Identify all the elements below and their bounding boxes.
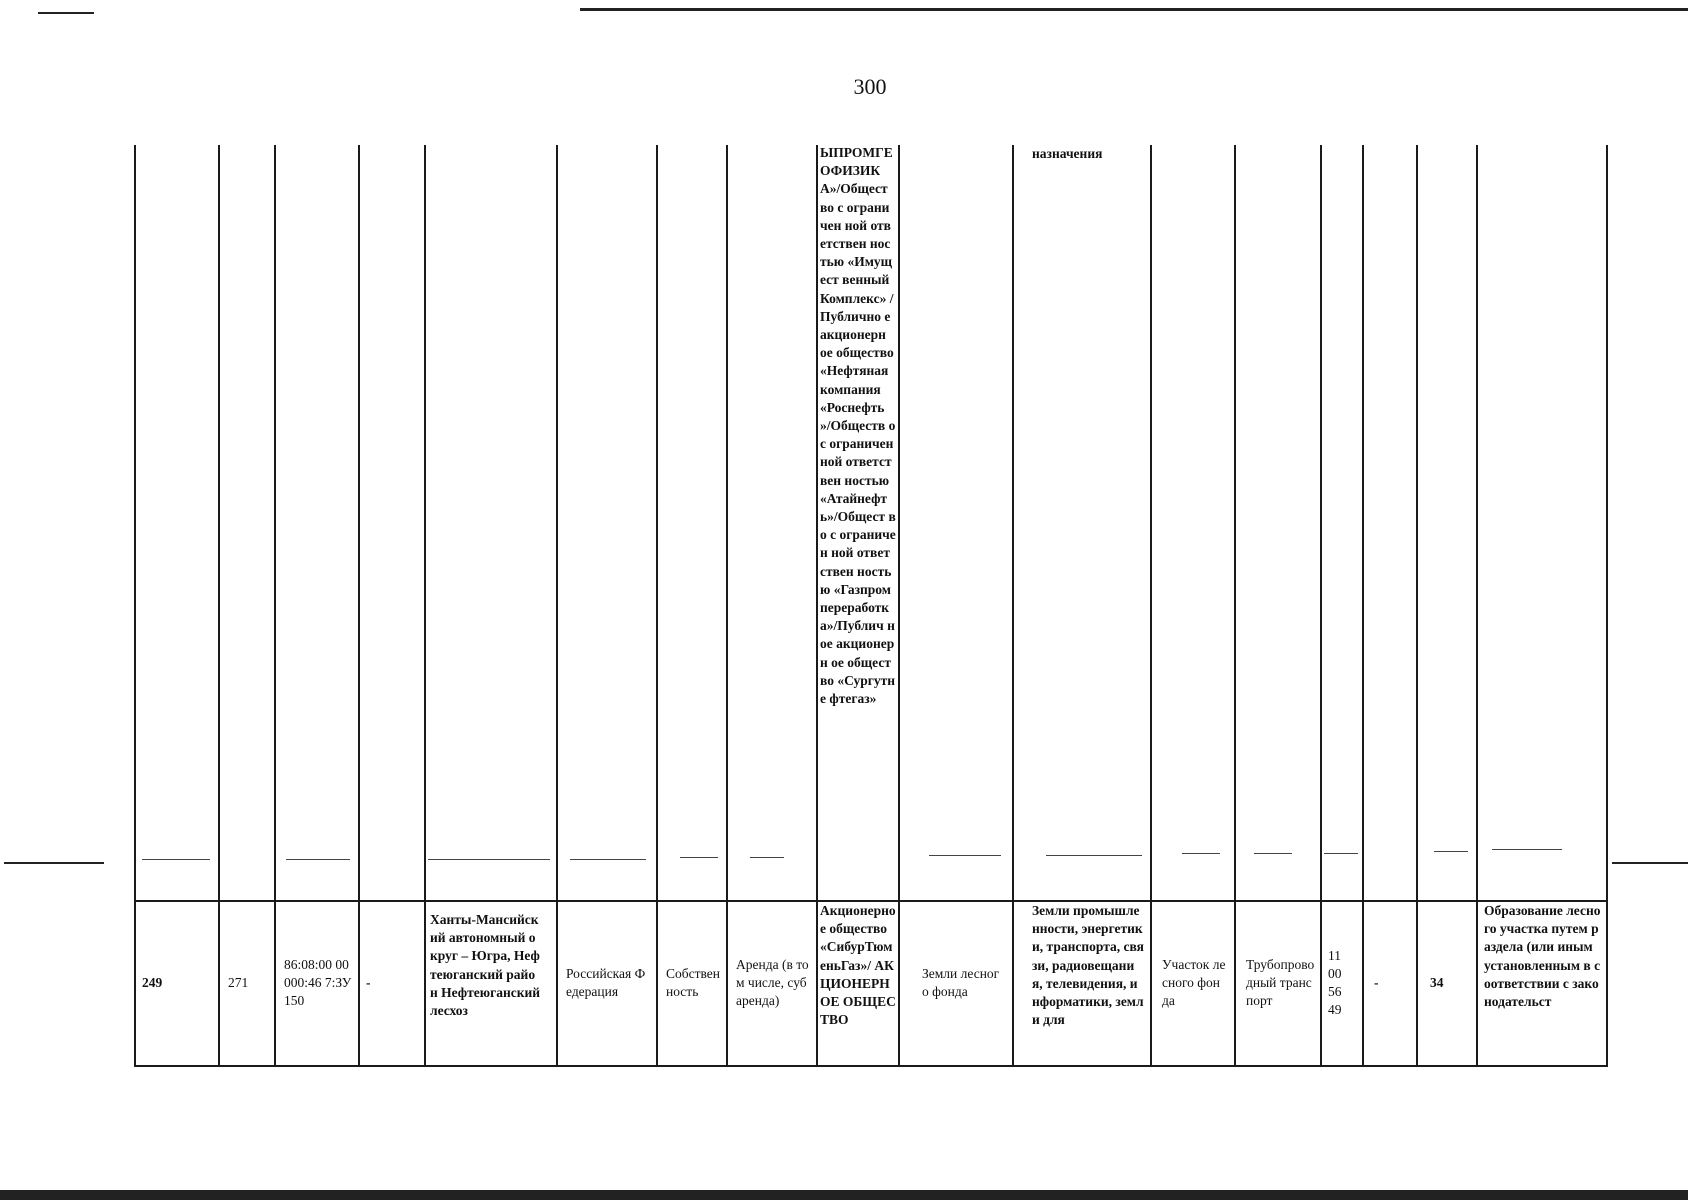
scan-right-mark <box>1612 862 1688 864</box>
col-line <box>1606 145 1608 1067</box>
empty-dash-2: - <box>1374 974 1379 990</box>
col-line <box>1150 145 1152 1067</box>
cell-underline <box>1324 853 1358 854</box>
cell-underline <box>750 857 784 858</box>
col-line <box>1234 145 1236 1067</box>
col-line <box>274 145 276 1067</box>
col-line <box>134 145 136 1067</box>
cadastral-number: 86:08:00 00000:46 7:ЗУ150 <box>284 956 352 1009</box>
col-line <box>816 145 818 1067</box>
col-line <box>1476 145 1478 1067</box>
encumbrance-type: Аренда (в том числе, субаренда) <box>736 956 809 1009</box>
empty-dash: - <box>366 974 371 990</box>
scan-top-left-line <box>38 12 94 14</box>
right-type: Собственность <box>666 965 721 999</box>
object-type: Участок лесного фонда <box>1162 956 1226 1009</box>
cell-underline <box>1254 853 1292 854</box>
col-line <box>218 145 220 1067</box>
category-continuation-text: назначения <box>1032 146 1103 161</box>
code-digits: 11 00 56 49 <box>1328 947 1342 1018</box>
row-number: 249 <box>142 974 163 990</box>
land-type: Земли лесного фонда <box>922 965 1000 999</box>
cell-underline <box>570 859 646 860</box>
col-line <box>1416 145 1418 1067</box>
land-register-table <box>134 145 1608 1067</box>
col-line <box>1012 145 1014 1067</box>
cell-underline <box>286 859 350 860</box>
col-line <box>424 145 426 1067</box>
col-line <box>358 145 360 1067</box>
purpose: Трубопроводный транспорт <box>1246 956 1315 1009</box>
cell-underline <box>1182 853 1220 854</box>
cell-underline <box>680 857 718 858</box>
holder-name: Акционерное общество «СибурТюменьГаз»/ АКЦИОНЕРНОЕ ОБЩЕСТВО <box>820 903 896 1028</box>
land-category: Земли промышленности, энергетики, транспорта, связи, радиовещания, телевидения, информатики, земли для <box>1032 903 1144 1028</box>
cell-underline <box>1492 849 1562 850</box>
table-bottom-border <box>134 1065 1607 1067</box>
scan-bottom-bar <box>0 1190 1688 1200</box>
owner-continuation-text: ЫПРОМГЕ ОФИЗИК А»/Общест во с ограничен ной ответствен ностью «Имущест венный Комплекс» /Публично е акционерн ое общество «Нефтяная компания «Роснефть »/Обществ о с ограничен ной ответствен ностью «Атайнефт ь»/Общест во с ограничен ной ответствен ностью «Газпром переработк а»/Публич ное акционерн ое общество «Сургутне фтегаз» <box>820 145 896 707</box>
formation-note: Образование лесного участка путем раздела (или иным установленным в соответствии с законодательст <box>1484 903 1601 1010</box>
row-id: 271 <box>228 974 249 990</box>
ownership-state: Российская Федерация <box>566 965 646 999</box>
col-line <box>656 145 658 1067</box>
cell-underline <box>1434 851 1468 852</box>
col-line <box>726 145 728 1067</box>
col-line <box>556 145 558 1067</box>
cell-underline <box>1046 855 1142 856</box>
area-count: 34 <box>1430 974 1444 990</box>
col-line <box>1320 145 1322 1067</box>
cell-underline <box>929 855 1001 856</box>
scan-left-mark <box>4 862 104 864</box>
location-address: Ханты-Мансийский автономный округ – Югра, Нефтеюганский район Нефтеюганский лесхоз <box>430 912 541 1019</box>
col-line <box>1362 145 1364 1067</box>
cell-underline <box>428 859 550 860</box>
scan-top-line <box>580 8 1688 11</box>
col-line <box>898 145 900 1067</box>
page-number: 300 <box>853 74 887 99</box>
cell-underline <box>142 859 210 860</box>
